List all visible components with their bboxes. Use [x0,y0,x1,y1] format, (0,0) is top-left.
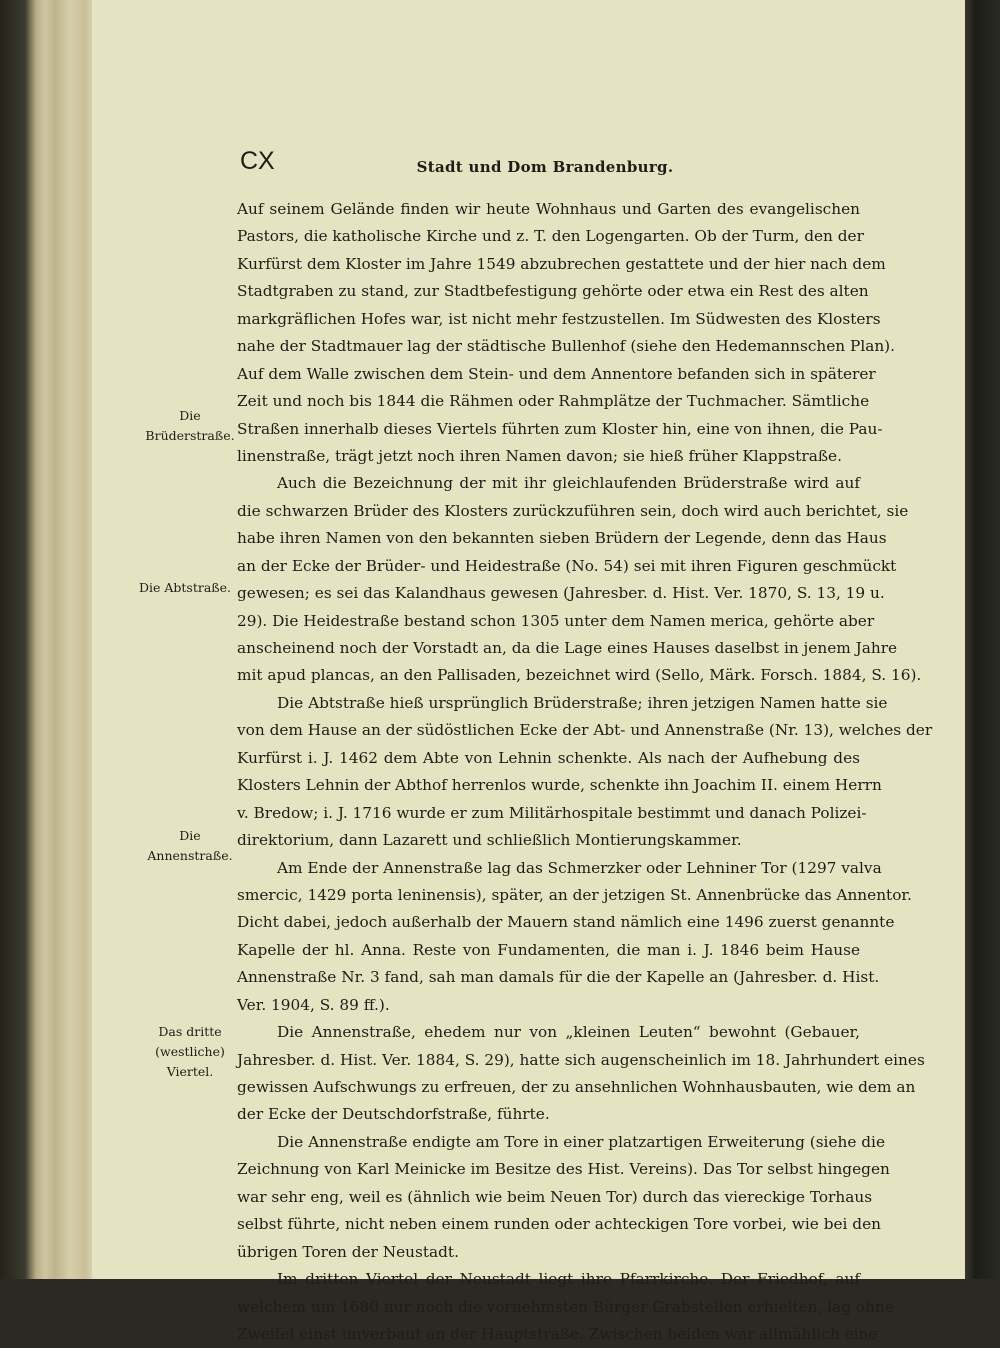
text-line: der Ecke der Deutschdorfstraße, führte. [237,1105,550,1124]
book-page-stack-edge [0,0,95,1279]
text-line: Auf seinem Gelände finden wir heute Wohnhaus und Garten des evangelischen [237,200,860,218]
facing-page-edge [965,0,1000,1279]
text-line: Die Annenstraße endigte am Tore in einer platzartigen Erweiterung (siehe die [277,1132,885,1151]
text-line: markgräflichen Hofes war, ist nicht mehr festzustellen. Im Südwesten des Klosters [237,309,881,328]
margin-note-line: Brüderstraße. [145,428,235,443]
text-line: mit apud plancas, an den Pallisaden, bezeichnet wird (Sello, Märk. Forsch. 1884, S. 16). [237,666,922,685]
text-line: 29). Die Heidestraße bestand schon 1305 unter dem Namen merica, gehörte aber [237,611,875,630]
text-line: Im dritten Viertel der Neustadt liegt ihre Pfarrkirche. Der Friedhof, auf [277,1270,860,1289]
text-line: Straßen innerhalb dieses Viertels führten zum Kloster hin, eine von ihnen, die Pau- [237,419,883,438]
margin-note-line: Das dritte [158,1024,222,1039]
paragraph [237,690,933,855]
margin-note-line: Die [179,408,201,423]
paragraph [237,1019,925,1129]
text-line: Klosters Lehnin der Abthof herrenlos wurde, schenkte ihn Joachim II. einem Herrn [237,776,882,795]
page-number: CX [240,147,275,175]
text-line: Am Ende der Annenstraße lag das Schmerzker oder Lehniner Tor (1297 valva [277,858,882,877]
text-line: selbst führte, nicht neben einem runden oder achteckigen Tore vorbei, wie bei den [237,1215,882,1234]
text-line: v. Bredow; i. J. 1716 wurde er zum Militärhospitale bestimmt und danach Polizei- [237,803,867,822]
text-line: Ver. 1904, S. 89 ff.). [237,995,390,1014]
running-title: Stadt und Dom Brandenburg. [416,158,674,176]
margin-note-line: Die Abtstraße. [138,580,232,595]
text-line: Zweifel einst unverbaut an der Hauptstraße. Zwischen beiden war allmählich eine [237,1324,878,1343]
body-text [237,196,933,1348]
text-line: Dicht dabei, jedoch außerhalb der Mauern stand nämlich eine 1496 zuerst genannte [237,913,895,932]
paragraph [237,1266,894,1348]
text-line: smercic, 1429 porta leninensis), später, an der jetzigen St. Annenbrücke das Annentor. [237,885,912,904]
text-line: übrigen Toren der Neustadt. [237,1242,459,1261]
text-line: gewesen; es sei das Kalandhaus gewesen (Jahresber. d. Hist. Ver. 1870, S. 13, 19 u. [237,584,885,603]
text-line: Zeichnung von Karl Meinicke im Besitze des Hist. Vereins). Das Tor selbst hingegen [237,1160,890,1179]
text-line: Kapelle der hl. Anna. Reste von Fundamenten, die man i. J. 1846 beim Hause [237,940,860,959]
text-line: direktorium, dann Lazarett und schließlich Montierungskammer. [237,831,742,850]
margin-note-line: Die [179,828,201,843]
text-line: habe ihren Namen von den bekannten sieben Brüdern der Legende, denn das Haus [237,529,887,548]
text-line: Pastors, die katholische Kirche und z. T. den Logengarten. Ob der Turm, den der [237,227,864,246]
paragraph [237,855,912,1020]
text-line: Auch die Bezeichnung der mit ihr gleichlaufenden Brüderstraße wird auf [277,474,860,493]
text-line: Stadtgraben zu stand, zur Stadtbefestigung gehörte oder etwa ein Rest des alten [237,282,869,301]
text-line: die schwarzen Brüder des Klosters zurückzuführen sein, doch wird auch berichtet, sie [237,501,909,520]
margin-note-brüderstraße [130,406,250,446]
text-line: Auf dem Walle zwischen dem Stein- und dem Annentore befanden sich in späterer [237,364,876,383]
margin-note-abtstraße [125,578,245,598]
paragraph [237,470,922,690]
text-line: Annenstraße Nr. 3 fand, sah man damals für die der Kapelle an (Jahresber. d. Hist. [237,968,880,987]
text-line: anscheinend noch der Vorstadt an, da die Lage eines Hauses daselbst in jenem Jahre [237,639,898,657]
text-line: Zeit und noch bis 1844 die Rähmen oder Rahmplätze der Tuchmacher. Sämtliche [237,392,870,411]
text-line: linenstraße, trägt jetzt noch ihren Namen davon; sie hieß früher Klappstraße. [237,446,842,465]
text-line: Die Annenstraße, ehedem nur von „kleinen Leuten“ bewohnt (Gebauer, [277,1023,860,1042]
paragraph [237,1129,890,1266]
margin-note-line: (westliche) [155,1044,225,1059]
margin-note-line: Annenstraße. [147,848,233,863]
text-line: von dem Hause an der südöstlichen Ecke der Abt- und Annenstraße (Nr. 13), welches der [237,721,933,740]
text-line: Jahresber. d. Hist. Ver. 1884, S. 29), hatte sich augenscheinlich im 18. Jahrhundert eines [237,1050,925,1069]
text-line: Die Abtstraße hieß ursprünglich Brüderstraße; ihren jetzigen Namen hatte sie [277,693,888,712]
margin-note-line: Viertel. [166,1064,214,1079]
text-line: an der Ecke der Brüder- und Heidestraße (No. 54) sei mit ihren Figuren geschmückt [237,556,897,575]
text-line: gewissen Aufschwungs zu erfreuen, der zu ansehnlichen Wohnhausbauten, wie dem an [237,1078,916,1096]
text-line: welchem um 1680 nur noch die vornehmsten Bürger Grabstellen erhielten, lag ohne [237,1297,894,1316]
margin-note-drittes-viertel [130,1022,250,1082]
text-line: war sehr eng, weil es (ähnlich wie beim Neuen Tor) durch das viereckige Torhaus [237,1187,873,1206]
paragraph [237,196,896,470]
text-line: nahe der Stadtmauer lag der städtische Bullenhof (siehe den Hedemannschen Plan). [237,337,896,356]
text-line: Kurfürst i. J. 1462 dem Abte von Lehnin schenkte. Als nach der Aufhebung des [237,748,860,767]
margin-note-annenstraße [130,826,250,866]
text-line: Kurfürst dem Kloster im Jahre 1549 abzubrechen gestattete und der hier nach dem [237,254,886,273]
